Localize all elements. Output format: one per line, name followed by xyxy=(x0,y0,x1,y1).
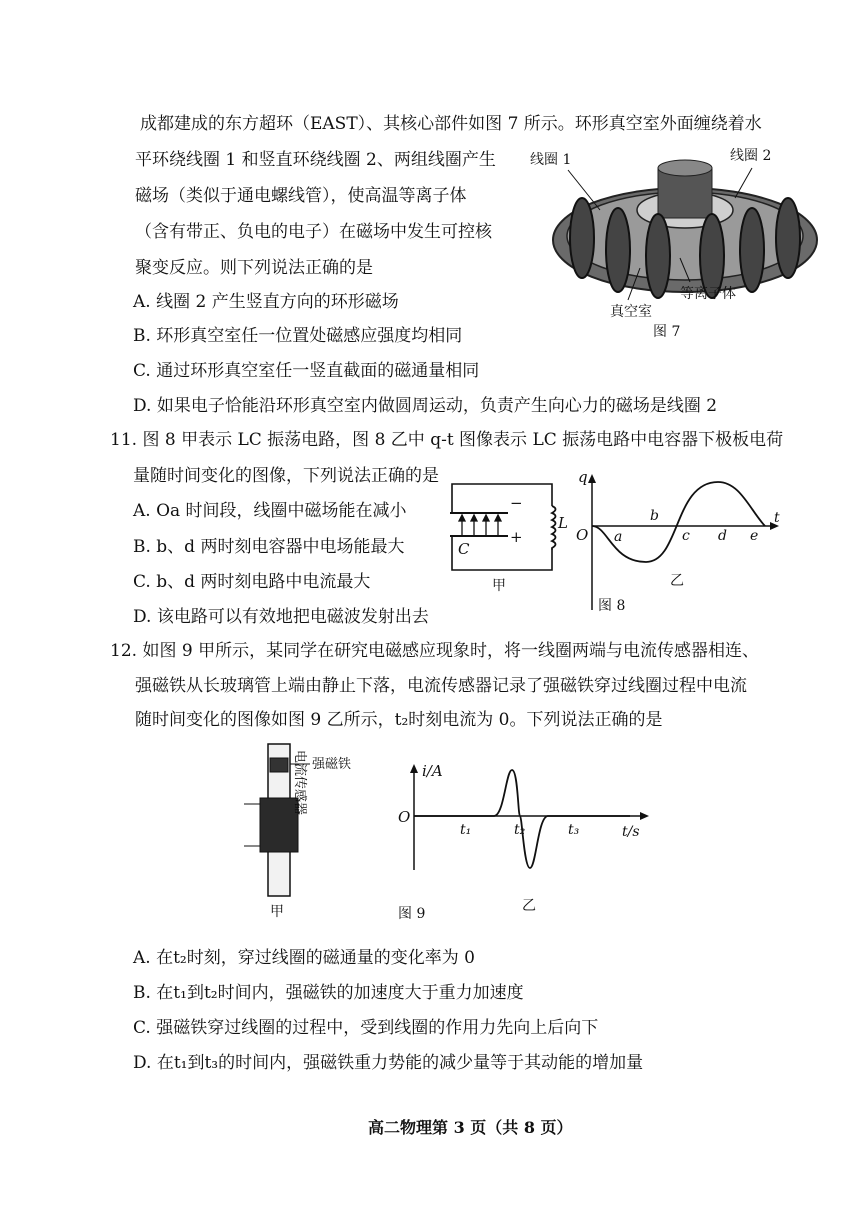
label-capacitor: C xyxy=(458,540,470,558)
label-c: c xyxy=(682,528,690,544)
q10-option-b: B. 环形真空室任一位置处磁感应强度均相同 xyxy=(133,326,463,346)
q10-line3: 磁场（类似于通电螺线管），使高温等离子体 xyxy=(135,186,467,206)
label-q: q xyxy=(578,468,588,486)
label-sensor: 电流传感器 xyxy=(292,750,307,816)
q11-option-b: B. b、d 两时刻电容器中电场能最大 xyxy=(133,537,405,557)
label-coil1: 线圈 1 xyxy=(530,152,572,168)
label-magnet: 强磁铁 xyxy=(312,757,352,772)
q11-stem-line1: 11. 图 8 甲表示 LC 振荡电路，图 8 乙中 q-t 图像表示 LC 振荡电路中电容器下极板电荷 xyxy=(110,430,784,450)
label-jia-8: 甲 xyxy=(492,578,506,594)
label-origin-8: O xyxy=(576,526,589,544)
figure-9-it-graph xyxy=(390,760,660,920)
label-t3: t₃ xyxy=(568,822,580,838)
label-b: b xyxy=(650,508,659,524)
q10-option-d: D. 如果电子恰能沿环形真空室内做圆周运动，负责产生向心力的磁场是线圈 2 xyxy=(133,396,718,416)
figure-7-caption: 图 7 xyxy=(653,324,681,340)
label-t: t xyxy=(774,510,780,526)
q12-option-a: A. 在t₂时刻，穿过线圈的磁通量的变化率为 0 xyxy=(133,948,475,968)
q-axis-arrow xyxy=(588,474,596,483)
label-ts: t/s xyxy=(622,824,640,840)
q10-line5: 聚变反应。则下列说法正确的是 xyxy=(135,258,373,278)
qt-curve xyxy=(592,482,765,562)
q11-option-a: A. Oa 时间段，线圈中磁场能在减小 xyxy=(133,501,407,521)
q12-stem-line3: 随时间变化的图像如图 9 乙所示，t₂时刻电流为 0。下列说法正确的是 xyxy=(135,710,663,730)
label-inductor: L xyxy=(558,514,568,532)
t-axis-9-arrow xyxy=(640,812,649,820)
label-minus: − xyxy=(510,494,523,512)
q12-stem-line1: 12. 如图 9 甲所示，某同学在研究电磁感应现象时，将一线圈两端与电流传感器相连、 xyxy=(110,641,760,661)
q12-option-b: B. 在t₁到t₂时间内，强磁铁的加速度大于重力加速度 xyxy=(133,983,524,1003)
figure-9-apparatus xyxy=(222,740,352,920)
label-a: a xyxy=(614,529,623,545)
label-yi-9: 乙 xyxy=(522,898,536,914)
magnet xyxy=(270,758,288,772)
central-column-top xyxy=(658,160,712,176)
label-i: i/A xyxy=(422,762,443,780)
q10-line4: （含有带正、负电的电子）在磁场中发生可控核 xyxy=(135,222,492,242)
q10-option-c: C. 通过环形真空室任一竖直截面的磁通量相同 xyxy=(133,361,480,381)
figure-9-caption: 图 9 xyxy=(398,906,426,922)
label-yi-8: 乙 xyxy=(670,573,684,589)
q12-option-d: D. 在t₁到t₃的时间内，强磁铁重力势能的减少量等于其动能的增加量 xyxy=(133,1053,644,1073)
figure-7-tokamak xyxy=(530,140,830,340)
page-footer: 高二物理第 3 页（共 8 页） xyxy=(368,1118,573,1137)
label-origin-9: O xyxy=(398,808,411,826)
label-plasma: 等离子体 xyxy=(680,286,736,302)
figure-8-caption: 图 8 xyxy=(598,598,626,614)
label-d: d xyxy=(718,528,727,544)
q11-stem-line2: 量随时间变化的图像，下列说法正确的是 xyxy=(133,466,439,486)
label-t2: t₂ xyxy=(514,822,526,838)
q11-option-c: C. b、d 两时刻电路中电流最大 xyxy=(133,572,371,592)
q11-option-d: D. 该电路可以有效地把电磁波发射出去 xyxy=(133,607,429,627)
figure-8-lc-circuit xyxy=(440,478,570,593)
label-vacuum: 真空室 xyxy=(610,304,652,320)
q12-option-c: C. 强磁铁穿过线圈的过程中，受到线圈的作用力先向上后向下 xyxy=(133,1018,599,1038)
label-e: e xyxy=(750,528,759,544)
inductor-coil xyxy=(552,506,556,550)
label-jia-9: 甲 xyxy=(270,904,284,920)
i-axis-arrow xyxy=(410,764,418,773)
it-curve xyxy=(414,770,630,868)
q10-option-a: A. 线圈 2 产生竖直方向的环形磁场 xyxy=(133,292,399,312)
q12-stem-line2: 强磁铁从长玻璃管上端由静止下落，电流传感器记录了强磁铁穿过线圈过程中电流 xyxy=(135,676,747,696)
label-t1: t₁ xyxy=(460,822,472,838)
electric-field-arrows xyxy=(459,515,501,535)
label-coil2: 线圈 2 xyxy=(730,148,772,164)
q10-line1: 成都建成的东方超环（EAST）、其核心部件如图 7 所示。环形真空室外面缠绕着水 xyxy=(140,114,762,134)
q10-line2: 平环绕线圈 1 和竖直环绕线圈 2、两组线圈产生 xyxy=(135,150,496,170)
label-plus: + xyxy=(510,528,523,546)
